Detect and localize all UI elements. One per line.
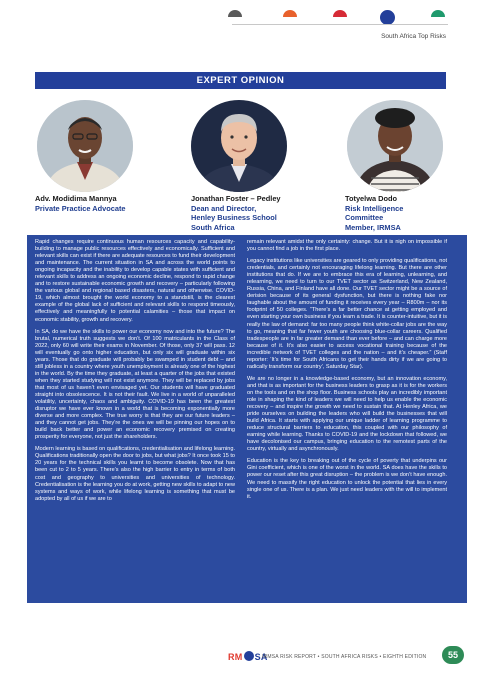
header-divider xyxy=(232,24,448,25)
section-tab-grey[interactable] xyxy=(228,10,242,17)
portrait-dodo xyxy=(347,100,443,192)
article-column-left xyxy=(35,239,235,508)
expert-caption-dodo xyxy=(345,194,465,232)
expert-name: Jonathan Foster – Pedley xyxy=(191,194,281,203)
expert-name: Adv. Modidima Mannya xyxy=(35,194,117,203)
expert-title: Member, IRMSA xyxy=(345,222,401,232)
expert-title: South Africa xyxy=(191,222,235,232)
article-column-right xyxy=(247,239,447,506)
expert-caption-mannya xyxy=(35,194,185,213)
article-paragraph: Modern learning is based on qualifications, credentialisation and lifelong learning. Qualifications traditionally open the door to jobs, but what jobs? It once took 15 to 20 years for the technical skills you learnt to become obsolete. Now that has been cut to 2 to 5 years. There’s also the high barrier to entry in terms of both cost and geography to universities and universities of technology. Credentialisation is the learning you do at work, getting new skills to adapt to new systems and ways of work, while lifelong learning is something that must be adopted by all of us if we are to xyxy=(35,446,235,502)
expert-title: Henley Business School xyxy=(191,213,277,223)
section-tab-red[interactable] xyxy=(333,10,347,17)
expert-caption-foster-pedley xyxy=(191,194,341,232)
expert-title: Committee xyxy=(345,213,384,223)
expert-name: Totyelwa Dodo xyxy=(345,194,398,203)
logo-text-left: RM xyxy=(228,652,243,662)
article-paragraph: remain relevant amidst the only certainty: change. But it is nigh on impossible if you cannot find a job in the first place. xyxy=(247,239,447,253)
section-tabs xyxy=(228,10,453,22)
logo-text-right: SA xyxy=(254,652,268,662)
expert-opinion-banner: EXPERT OPINION xyxy=(35,72,446,89)
page-number: 55 xyxy=(442,646,464,664)
expert-title: Risk Intelligence xyxy=(345,203,404,213)
article-paragraph: In SA, do we have the skills to power our economy now and into the future? The brutal, numerical truth suggests we don’t. Of 100 matriculants in the Class of 2022, only 60 will write their exams in November. Of those, only 37 will pass. 12 will eventually go onto higher education, but only six will graduate within six years. Those that do graduate will probably be swamped in student debt – and still jobless in a country where youth unemployment is already one of the highest in the world. By the time they graduate, at least a quarter of the jobs that existed when they started studying will not exist anymore. They will be replaced by jobs that most of us haven’t even envisaged yet. Our students will have graduated straight into obsolescence. It is not their fault. We live in a world of unparalleled volatility, uncertainty, chaos and ambiguity. COVID-19 has been the greatest disruptor we have ever known in a world that is becoming exponentially more diverse and more complex. The true worry is that they are our future leaders – and they cannot get jobs. They’re the ones we will be pinning our hopes on to build back better and power an economic recovery premised on creating prosperity for everyone, not just the shareholders. xyxy=(35,328,235,441)
portrait-foster-pedley xyxy=(191,100,287,192)
section-tab-orange[interactable] xyxy=(283,10,297,17)
section-tab-blue-active[interactable] xyxy=(380,10,395,25)
expert-title: Private Practice Advocate xyxy=(35,203,126,213)
expert-title: Dean and Director, xyxy=(191,203,257,213)
article-paragraph: Education is the key to breaking out of the cycle of poverty that underpins our Gini coefficient, which is one of the worst in the world. SA does have the skills to power our reset after this great disruption – the problem is we don’t have enough. We need to massify the right education to unlock the potential that lies in every single one of us. There is a plan. We just need leaders with the will to implement it. xyxy=(247,458,447,500)
seal-icon xyxy=(244,651,254,661)
article-paragraph: Rapid changes require continuous human resources capacity and capability-building to manage public resources effectively and economically. Sufficient and relevant skills can exist if there are adequate resources to fund their development and maintenance. The current situation in SA and across the world points to ongoing incapacity and the inability to develop capable states with sufficient and relevant skills to address an ongoing economic decline, respond to rapid change and to restore sustainable economic growth and recovery – particularly following the various global and regional based disasters, natural and otherwise. COVID-19, which almost brought the world economy to a standstill, is the clearest example of the global lack of sufficient and relevant skills to respond timeously, effectively and meaningfully to potential calamities – those that impact on economic stability, growth and recovery. xyxy=(35,239,235,323)
portrait-mannya xyxy=(37,100,133,192)
section-tab-green[interactable] xyxy=(431,10,445,17)
running-head: South Africa Top Risks xyxy=(381,33,446,40)
publication-line: IRMSA RISK REPORT • SOUTH AFRICA RISKS • EIGHTH EDITION xyxy=(262,654,427,660)
article-paragraph: Legacy institutions like universities are geared to only providing qualifications, not credentials, and certainly not encouraging lifelong learning. But there are other institutions that do. If we are to embrace this era of learning, unlearning, and relearning, we need to turn to our TVET sector as Switzerland, New Zealand, Russia, China, and Finland have all done. Our TVET sector might be a source of derision because of its general dysfunction, but there is nothing fake nor laughable about the amount of funding it receives every year – R800m – nor its footprint of 50 colleges. “There’s a far better chance at getting employed and even starting your own business if you learn a trade. It is counter-intuitive, but it is really the law of demand: far too many people think white-collar jobs are the way to go, meaning that far fewer youth are choosing blue-collar careers. Qualified tradespeople are in far greater demand than ever before – and can charge more because of it. It’s also easier to access vocational training because of the incredible network of TVET colleges and the nation – and it’s cheaper.” (Staff reporter: ‘It’s time for South Africans to get their hands dirty if we are going to radically transform our country’, Saturday Star). xyxy=(247,258,447,370)
article-paragraph: We are no longer in a knowledge-based economy, but an innovation economy, and that is as important for the business leaders to grasp as it is for the workers on the tools and on the shop floor. Business schools play an incredibly important role in shaping the kind of leaders we will need to help us enable the economic recovery – and inspire the growth we need to sustain that. At Henley Africa, we pride ourselves on building the leaders who will build the businesses that will build Africa. It starts with applying our unique ladder of learning programme to reduce structural barriers to education, this coupled with our philosophy of earning while learning. Thanks to COVID-19 and the lockdown that followed, we have decolonised our campus, bringing education to the remotest parts of the country, virtually and asynchronously. xyxy=(247,375,447,453)
